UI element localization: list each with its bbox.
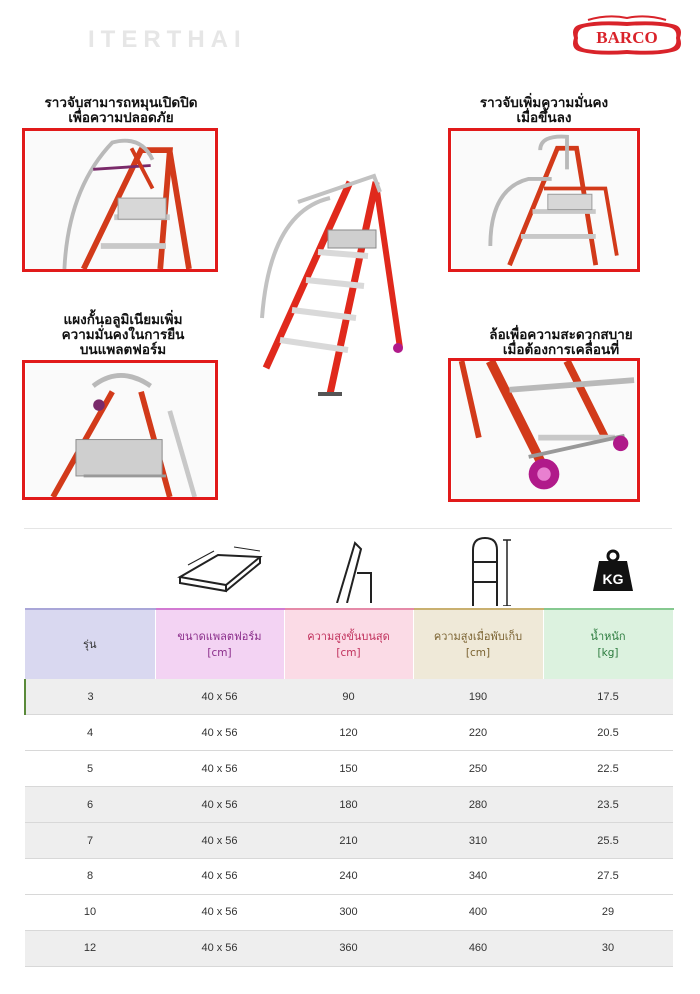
feature-caption-2: ราวจับเพิ่มความมั่นคง เมื่อขึ้นลง (479, 95, 609, 126)
table-row (25, 823, 673, 859)
cell-model: 3 (25, 679, 155, 715)
table-row (25, 930, 673, 966)
cell-weight: 29 (543, 894, 673, 930)
table-row (25, 894, 673, 930)
cell-model: 8 (25, 858, 155, 894)
feature-photo-handrail-rotate (22, 128, 218, 272)
cell-model: 7 (25, 823, 155, 859)
cell-folded-height: 250 (413, 751, 543, 787)
header-platform-size: ขนาดแพลตฟอร์ม [cm] (155, 609, 284, 679)
barco-logo (568, 14, 686, 62)
cell-weight: 22.5 (543, 751, 673, 787)
feature-caption-1: ราวจับสามารถหมุนเปิดปิด เพื่อความปลอดภัย (44, 95, 198, 126)
folded-ladder-icon (458, 539, 524, 603)
cell-folded-height: 460 (413, 930, 543, 966)
header-weight: น้ำหนัก [kg] (543, 609, 673, 679)
cell-folded-height: 340 (413, 858, 543, 894)
platform-icon (172, 539, 268, 603)
cell-folded-height: 190 (413, 679, 543, 715)
cell-model: 10 (25, 894, 155, 930)
table-row (25, 679, 673, 715)
cell-model: 4 (25, 715, 155, 751)
feature-photo-extra-handrail (448, 128, 640, 272)
ladder-height-icon (324, 539, 384, 603)
spec-table-header-row (25, 609, 673, 679)
header-folded-height: ความสูงเมื่อพับเก็บ [cm] (413, 609, 543, 679)
header-model: รุ่น (25, 609, 155, 679)
cell-folded-height: 400 (413, 894, 543, 930)
spec-section (24, 528, 672, 967)
cell-model: 6 (25, 787, 155, 823)
spec-table (24, 608, 674, 967)
cell-folded-height: 280 (413, 787, 543, 823)
feature-photo-wheels (448, 358, 640, 502)
feature-caption-4: ล้อเพื่อความสะดวกสบาย เมื่อต้องการเคลื่อนที่ (489, 327, 633, 358)
weight-icon (584, 539, 642, 603)
cell-platform-size: 40 x 56 (155, 787, 284, 823)
cell-top-step-height: 210 (284, 823, 413, 859)
cell-weight: 23.5 (543, 787, 673, 823)
table-row (25, 751, 673, 787)
cell-top-step-height: 180 (284, 787, 413, 823)
cell-folded-height: 220 (413, 715, 543, 751)
watermark-text: ITERTHAI (88, 26, 247, 53)
feature-photo-aluminium-barrier (22, 360, 218, 500)
cell-platform-size: 40 x 56 (155, 679, 284, 715)
weight-icon-text: KG (602, 571, 624, 587)
table-row (25, 715, 673, 751)
cell-top-step-height: 360 (284, 930, 413, 966)
cell-weight: 25.5 (543, 823, 673, 859)
header-top-step-height: ความสูงขั้นบนสุด [cm] (284, 609, 413, 679)
table-row (25, 858, 673, 894)
cell-platform-size: 40 x 56 (155, 894, 284, 930)
cell-weight: 27.5 (543, 858, 673, 894)
feature-caption-3: แผงกั้นอลูมิเนียมเพิ่ม ความมั่นคงในการยืน บนแพลตฟอร์ม (61, 312, 185, 358)
cell-top-step-height: 150 (284, 751, 413, 787)
cell-platform-size: 40 x 56 (155, 823, 284, 859)
cell-platform-size: 40 x 56 (155, 930, 284, 966)
cell-weight: 17.5 (543, 679, 673, 715)
cell-weight: 30 (543, 930, 673, 966)
table-row (25, 787, 673, 823)
ladder-main-image (258, 172, 418, 400)
cell-top-step-height: 120 (284, 715, 413, 751)
cell-top-step-height: 240 (284, 858, 413, 894)
cell-platform-size: 40 x 56 (155, 858, 284, 894)
cell-weight: 20.5 (543, 715, 673, 751)
cell-model: 12 (25, 930, 155, 966)
logo-text: BARCO (596, 28, 658, 47)
cell-model: 5 (25, 751, 155, 787)
cell-platform-size: 40 x 56 (155, 751, 284, 787)
spec-icon-row (24, 528, 672, 608)
cell-top-step-height: 90 (284, 679, 413, 715)
cell-folded-height: 310 (413, 823, 543, 859)
cell-top-step-height: 300 (284, 894, 413, 930)
cell-platform-size: 40 x 56 (155, 715, 284, 751)
